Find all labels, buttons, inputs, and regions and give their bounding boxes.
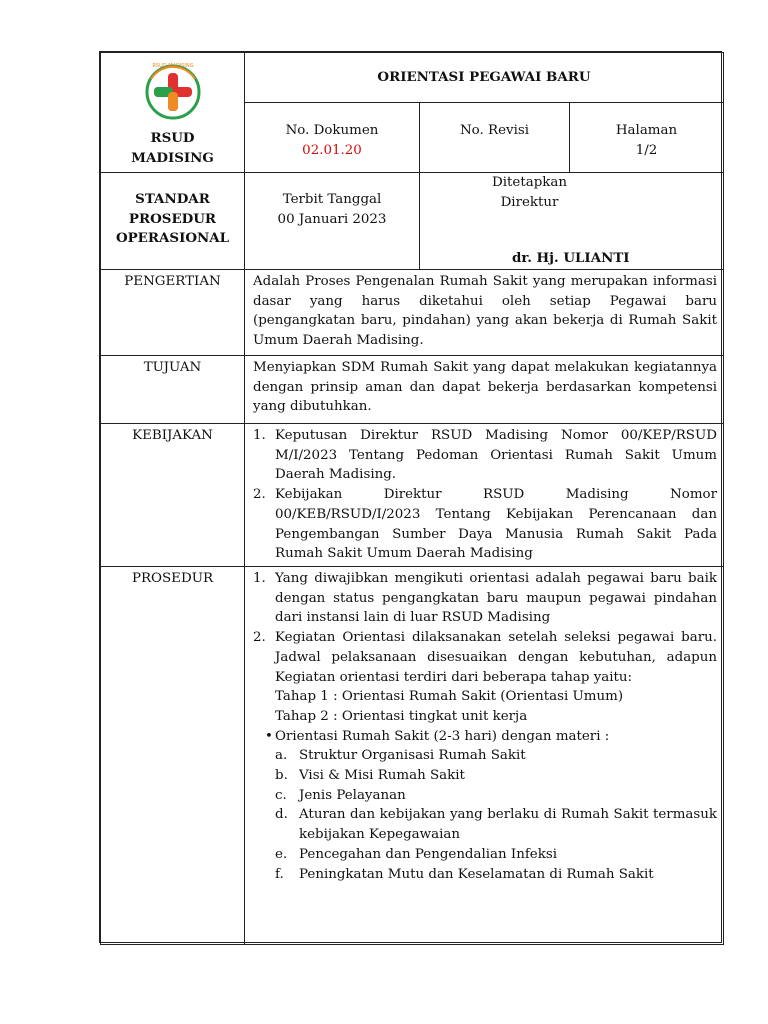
- list-item: 2. Kegiatan Orientasi dilaksanakan setelah seleksi pegawai baru. Jadwal pelaksanaan disesuaikan dengan kebutuhan, adapun Kegiatan orientasi terdiri dari beberapa tahap yaitu:: [253, 630, 717, 685]
- tahap-2: Tahap 2 : Orientasi tingkat unit kerja: [275, 708, 528, 724]
- doc-number-value: 02.01.20: [302, 142, 362, 158]
- issued-label: Terbit Tanggal: [282, 192, 382, 207]
- pengertian-text: Adalah Proses Pengenalan Rumah Sakit yang merupakan informasi dasar yang harus diketahui oleh setiap Pegawai baru (pengangkatan baru, pindahan) yang akan bekerja di Rumah Sakit Umum Daerah Madising.: [253, 274, 717, 349]
- list-item: c. Jenis Pelayanan: [275, 787, 406, 803]
- list-item: 1. Yang diwajibkan mengikuti orientasi adalah pegawai baru baik dengan status pengangkatan baru maupun pegawai pindahan dari instansi lain di luar RSUD Madising: [253, 571, 717, 626]
- hospital-name-line1: RSUD: [150, 130, 195, 146]
- issued-date: 00 Januari 2023: [277, 211, 387, 227]
- logo-caption: RSUD MADISING: [151, 63, 194, 69]
- prosedur-list: [253, 569, 717, 687]
- orientation-bullet: • Orientasi Rumah Sakit (2-3 hari) dengan materi :: [265, 728, 610, 744]
- approved-line1: Ditetapkan: [492, 175, 567, 190]
- hospital-cross-logo-icon: [141, 59, 205, 121]
- page-value: 1/2: [635, 142, 658, 158]
- logo-cell: [101, 53, 245, 173]
- list-item: d. Aturan dan kebijakan yang berlaku di Rumah Sakit termasuk kebijakan Kepegawaian: [275, 807, 717, 843]
- document-title: ORIENTASI PEGAWAI BARU: [245, 53, 724, 103]
- list-item: 1. Keputusan Direktur RSUD Madising Nomor 00/KEP/RSUD M/I/2023 Tentang Pedoman Orientasi Rumah Sakit Umum Daerah Madising.: [253, 428, 717, 483]
- sop-line2: PROSEDUR: [128, 210, 217, 227]
- prosedur-label: PROSEDUR: [101, 567, 245, 945]
- approved-line2: Direktur: [500, 194, 559, 210]
- list-item: 2. Kebijakan Direktur RSUD Madising Nomor 00/KEB/RSUD/I/2023 Tentang Kebijakan Perencanaan dan Pengembangan Sumber Daya Manusia Rumah Sakit Pada Rumah Sakit Umum Daerah Madising: [253, 487, 717, 562]
- tahap-1: Tahap 1 : Orientasi Rumah Sakit (Orientasi Umum): [275, 689, 624, 705]
- hospital-name-line2: MADISING: [131, 149, 214, 166]
- list-item: a. Struktur Organisasi Rumah Sakit: [275, 748, 526, 764]
- pengertian-content: [245, 270, 724, 356]
- sop-label-cell: [101, 173, 245, 270]
- tujuan-label: TUJUAN: [101, 356, 245, 424]
- list-item: b. Visi & Misi Rumah Sakit: [275, 768, 465, 784]
- page-label: Halaman: [615, 123, 678, 138]
- revision-label: No. Revisi: [459, 123, 530, 138]
- sop-document: [99, 51, 722, 943]
- approval-cell: [420, 173, 724, 270]
- revision-cell: [420, 103, 570, 173]
- prosedur-content: [245, 567, 724, 945]
- tujuan-content: [245, 356, 724, 424]
- approver-name: dr. Hj. ULIANTI: [512, 250, 630, 266]
- doc-number-cell: [245, 103, 420, 173]
- sop-line3: OPERASIONAL: [115, 230, 230, 247]
- list-item: f. Peningkatan Mutu dan Keselamatan di Rumah Sakit: [275, 866, 654, 882]
- kebijakan-list: [253, 426, 717, 564]
- kebijakan-content: [245, 424, 724, 567]
- sop-line1: STANDAR: [135, 191, 210, 207]
- doc-number-label: No. Dokumen: [285, 123, 379, 138]
- materi-list: [253, 746, 717, 884]
- sop-table: [100, 52, 724, 945]
- tujuan-text: Menyiapkan SDM Rumah Sakit yang dapat melakukan kegiatannya dengan prinsip aman dan dapat bekerja berdasarkan kompetensi yang dibutuhkan.: [253, 360, 717, 415]
- list-item: e. Pencegahan dan Pengendalian Infeksi: [275, 846, 557, 862]
- kebijakan-label: KEBIJAKAN: [101, 424, 245, 567]
- pengertian-label: PENGERTIAN: [101, 270, 245, 356]
- page-cell: [570, 103, 724, 173]
